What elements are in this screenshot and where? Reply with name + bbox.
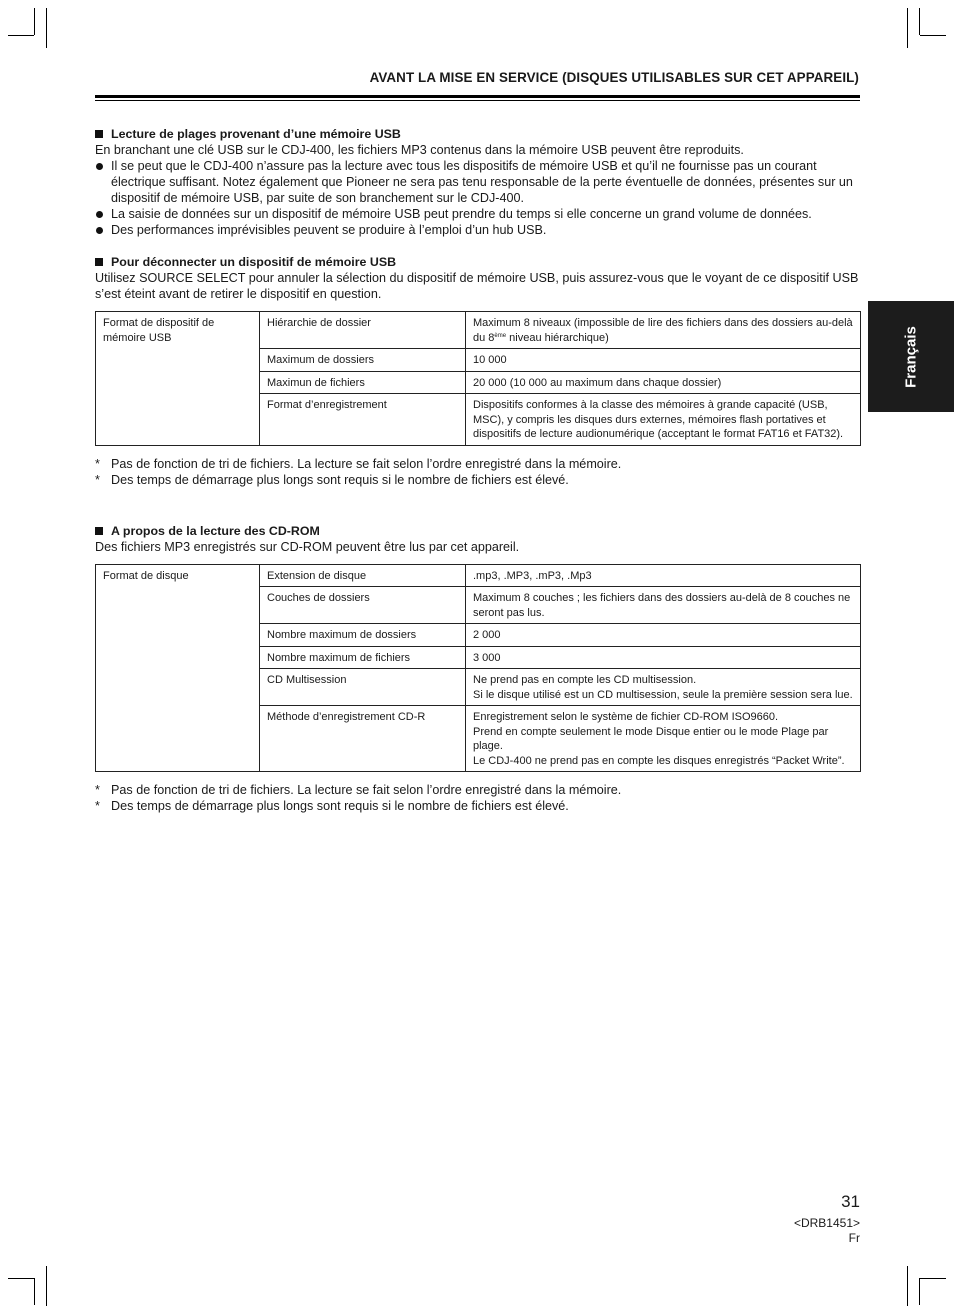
table-value-cell: 20 000 (10 000 au maximum dans chaque dossier) — [466, 371, 861, 394]
square-bullet-icon — [95, 258, 103, 266]
crop-mark — [920, 35, 946, 36]
table-value-cell — [466, 587, 861, 624]
cd-table-notes — [95, 782, 860, 814]
table-label-cell: Format d’enregistrement — [260, 394, 466, 446]
usb-table-notes — [95, 456, 860, 488]
table-category-cell: Format de disque — [96, 564, 260, 772]
section-title-text: A propos de la lecture des CD-ROM — [111, 523, 320, 538]
table-category-cell: Format de dispositif de mémoire USB — [96, 312, 260, 446]
table-label-cell: Extension de disque — [260, 564, 466, 587]
crop-mark — [919, 1278, 920, 1305]
note-item: * Pas de fonction de tri de fichiers. La lecture se fait selon l’ordre enregistré dans la mémoire. — [95, 782, 860, 798]
cdrom-body: Des fichiers MP3 enregistrés sur CD-ROM peuvent être lus par cet appareil. — [95, 539, 520, 554]
square-bullet-icon — [95, 527, 103, 535]
header-rule — [95, 100, 860, 101]
document-code-text: <DRB1451> — [793, 1216, 860, 1230]
value-line: Le CDJ-400 ne prend pas en compte les disques enregistrés “Packet Write”. — [473, 754, 845, 767]
section-title-usb-playback — [95, 126, 860, 142]
superscript: ème — [494, 332, 507, 339]
table-label-cell: CD Multisession — [260, 669, 466, 706]
section-title-cdrom — [95, 523, 860, 539]
square-bullet-icon — [95, 130, 103, 138]
table-label-cell: Couches de dossiers — [260, 587, 466, 624]
value-line: Enregistrement selon le système de fichier CD-ROM ISO9660. — [473, 711, 779, 723]
page-number: 31 — [841, 1192, 860, 1211]
crop-mark — [8, 35, 34, 36]
value-line: .mp3, .MP3, .mP3, .Mp3 — [473, 569, 592, 582]
usb-playback-intro: En branchant une clé USB sur le CDJ-400, les fichiers MP3 contenus dans la mémoire USB peuvent être reproduits. — [95, 143, 744, 157]
table-row — [96, 564, 861, 587]
usb-disconnect-body: Utilisez SOURCE SELECT pour annuler la sélection du dispositif de mémoire USB, puis assurez-vous que le voyant de ce dispositif USB s’est éteint avant de retirer le dispositif en question. — [95, 271, 859, 301]
language-tab — [868, 301, 954, 412]
crop-mark — [920, 1278, 946, 1279]
note-item: * Pas de fonction de tri de fichiers. La lecture se fait selon l’ordre enregistré dans la mémoire. — [95, 456, 860, 472]
language-tab-label: Français — [902, 326, 920, 388]
value-line: Prend en compte seulement le mode Disque entier ou le mode Plage par plage. — [473, 725, 829, 752]
crop-mark — [8, 1278, 34, 1279]
section-title-text: Lecture de plages provenant d’une mémoire USB — [111, 127, 401, 141]
value-line: Si le disque utilisé est un CD multisession, seule la première session sera lue. — [473, 688, 853, 701]
crop-mark — [907, 1266, 908, 1306]
crop-mark — [34, 8, 35, 35]
note-item: * Des temps de démarrage plus longs sont requis si le nombre de fichiers est élevé. — [95, 472, 860, 488]
table-value-cell — [466, 669, 861, 706]
crop-mark — [907, 8, 908, 48]
bullet-item: La saisie de données sur un dispositif de mémoire USB peut prendre du temps si elle concerne un grand volume de données. — [95, 206, 860, 222]
table-label-cell: Méthode d’enregistrement CD-R — [260, 706, 466, 772]
table-row — [96, 312, 861, 349]
table-value-cell — [466, 646, 861, 669]
table-label-cell: Nombre maximum de dossiers — [260, 624, 466, 647]
value-line: Ne prend pas en compte les CD multisession. — [473, 674, 697, 686]
section-title-usb-disconnect — [95, 254, 860, 270]
bullet-item: Il se peut que le CDJ-400 n’assure pas la lecture avec tous les dispositifs de mémoire USB et qu’il ne fournisse pas un courant électrique suffisant. Notez également que Pioneer ne sera pas tenu responsable de la perte éventuelle de données, présentes sur un dispositif de mémoire USB, par suite de son branchement sur le CDJ-400. — [95, 158, 860, 206]
table-label-cell: Maximun de fichiers — [260, 371, 466, 394]
document-code — [700, 1216, 860, 1246]
table-value-cell — [466, 564, 861, 587]
table-label-cell: Maximum de dossiers — [260, 349, 466, 372]
usb-playback-bullets — [95, 158, 860, 238]
value-line: 3 000 — [473, 651, 501, 664]
table-value-cell: Dispositifs conformes à la classe des mémoires à grande capacité (USB, MSC), y compris les disques durs externes, mémoires flash portatives et dispositifs de lecture audionumérique (acceptant le format FAT16 et FAT32). — [466, 394, 861, 446]
value-line: 2 000 — [473, 629, 501, 641]
usb-spec-table — [95, 311, 861, 446]
table-value-cell: 10 000 — [466, 349, 861, 372]
value-text: niveau hiérarchique) — [506, 331, 609, 344]
value-line: Maximum 8 couches ; les fichiers dans des dossiers au-delà de 8 couches ne seront pas lus. — [473, 592, 851, 619]
crop-mark — [919, 8, 920, 35]
table-label-cell: Hiérarchie de dossier — [260, 312, 466, 349]
table-value-cell — [466, 624, 861, 647]
crop-mark — [46, 1266, 47, 1306]
value-text: Maximum 8 niveaux (impossible de lire des fichiers dans des dossiers au-delà du 8 — [473, 317, 853, 344]
cd-spec-table — [95, 564, 861, 773]
section-title-text: Pour déconnecter un dispositif de mémoire USB — [111, 255, 397, 269]
crop-mark — [34, 1278, 35, 1305]
main-content — [95, 126, 860, 814]
table-value-cell — [466, 706, 861, 772]
note-item: * Des temps de démarrage plus longs sont requis si le nombre de fichiers est élevé. — [95, 798, 860, 814]
crop-mark — [46, 8, 47, 48]
language-code: Fr — [848, 1231, 860, 1245]
page-header-title: AVANT LA MISE EN SERVICE (DISQUES UTILISABLES SUR CET APPAREIL) — [369, 70, 859, 85]
table-value-cell — [466, 312, 861, 349]
bullet-item: Des performances imprévisibles peuvent se produire à l’emploi d’un hub USB. — [95, 222, 860, 238]
header-rule — [95, 95, 860, 98]
table-label-cell: Nombre maximum de fichiers — [260, 646, 466, 669]
